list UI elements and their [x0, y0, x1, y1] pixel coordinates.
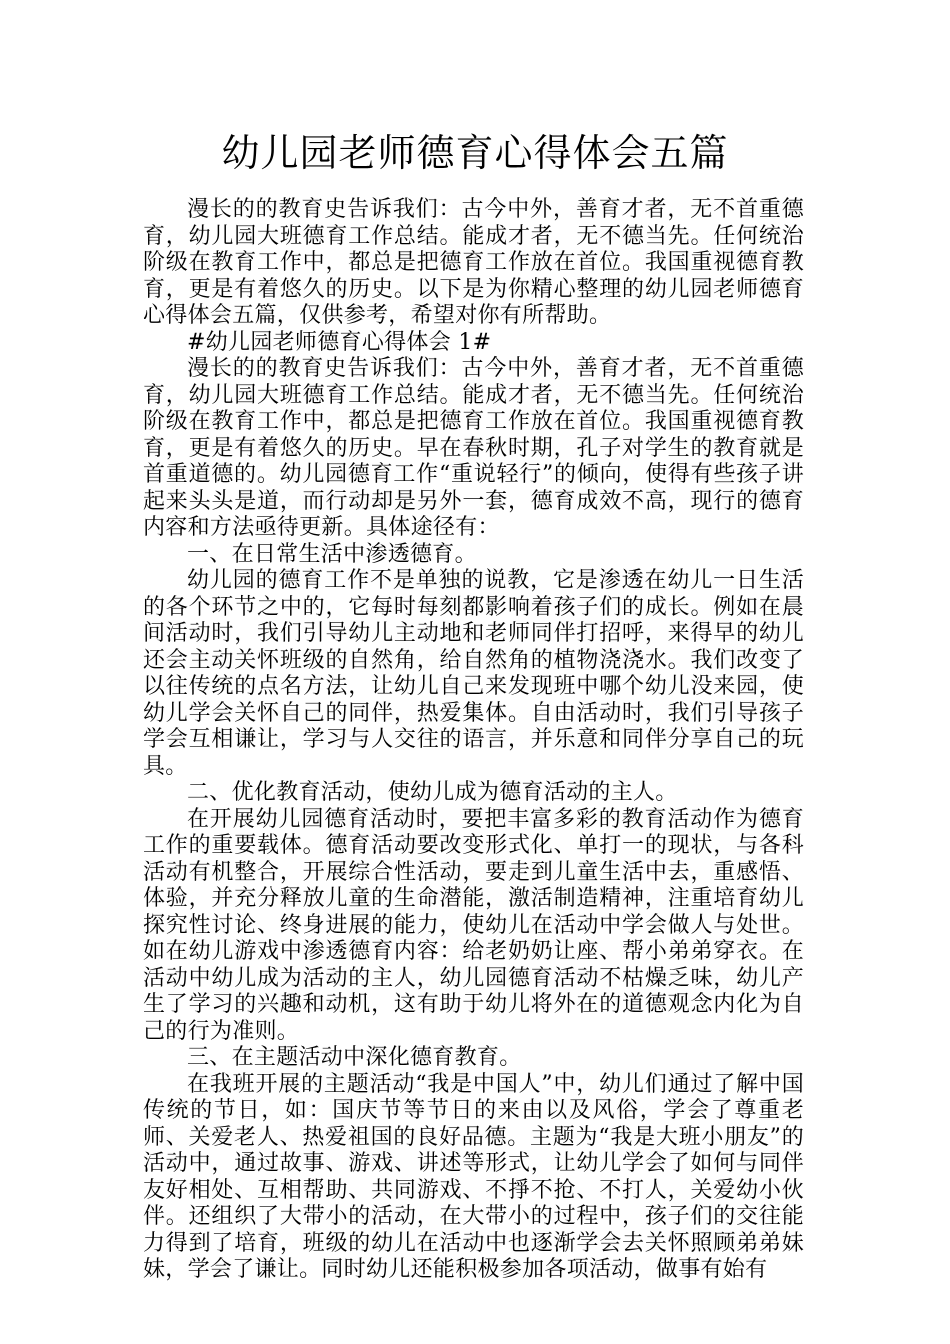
document-body	[143, 197, 804, 1284]
body-paragraph: 在开展幼儿园德育活动时，要把丰富多彩的教育活动作为德育工作的重要载体。德育活动要改变形式化、单打一的现状，与各科活动有机整合，开展综合性活动，要走到儿童生活中去，重感悟、体验，并充分释放儿童的生命潜能，激活制造精神，注重培育幼儿探究性讨论、终身进展的能力，使幼儿在活动中学会做人与处世。如在幼儿游戏中渗透德育内容：给老奶奶让座、帮小弟弟穿衣。在活动中幼儿成为活动的主人，幼儿园德育活动不枯燥乏味，幼儿产生了学习的兴趣和动机，这有助于幼儿将外在的道德观念内化为自己的行为准则。	[143, 806, 804, 1044]
subheading-daily-life: 一、在日常生活中渗透德育。	[187, 541, 477, 567]
subheading-theme-activities: 三、在主题活动中深化德育教育。	[187, 1045, 522, 1070]
body-paragraph: 漫长的的教育史告诉我们：古今中外，善育才者，无不首重德育，幼儿园大班德育工作总结。能成才者，无不德当先。任何统治阶级在教育工作中，都总是把德育工作放在首位。我国重视德育教育，更是有着悠久的历史。早在春秋时期，孔子对学生的教育就是首重道德的。幼儿园德育工作“重说轻行”的倾向，使得有些孩子讲起来头头是道，而行动却是另外一套，德育成效不高，现行的德育内容和方法亟待更新。具体途径有：	[143, 356, 804, 540]
subheading-education-activities: 二、优化教育活动，使幼儿成为德育活动的主人。	[187, 780, 678, 805]
body-paragraph: 幼儿园的德育工作不是单独的说教，它是渗透在幼儿一日生活的各个环节之中的，它每时每刻都影响着孩子们的成长。例如在晨间活动时，我们引导幼儿主动地和老师同伴打招呼，来得早的幼儿还会主动关怀班级的自然角，给自然角的植物浇浇水。我们改变了以往传统的点名方法，让幼儿自己来发现班中哪个幼儿没来园，使幼儿学会关怀自己的同伴，热爱集体。自由活动时，我们引导孩子学会互相谦让，学习与人交往的语言，并乐意和同伴分享自己的玩具。	[143, 568, 804, 779]
section-heading-1: #幼儿园老师德育心得体会 1#	[187, 329, 492, 355]
intro-paragraph: 漫长的的教育史告诉我们：古今中外，善育才者，无不首重德育，幼儿园大班德育工作总结。能成才者，无不德当先。任何统治阶级在教育工作中，都总是把德育工作放在首位。我国重视德育教育，更是有着悠久的历史。以下是为你精心整理的幼儿园老师德育心得体会五篇，仅供参考，希望对你有所帮助。	[143, 197, 804, 328]
document-title: 幼儿园老师德育心得体会五篇	[221, 131, 729, 175]
body-paragraph: 在我班开展的主题活动“我是中国人”中，幼儿们通过了解中国传统的节日，如：国庆节等节日的来由以及风俗，学会了尊重老师、关爱老人、热爱祖国的良好品德。主题为“我是大班小朋友”的活动中，通过故事、游戏、讲述等形式，让幼儿学会了如何与同伴友好相处、互相帮助、共同游戏、不掙不抢、不打人，关爱幼小伙伴。还组织了大带小的活动，在大带小的过程中，孩子们的交往能力得到了培育，班级的幼儿在活动中也逐渐学会去关怀照顾弟弟妹妹，学会了谦让。同时幼儿还能积极参加各项活动，做事有始有	[143, 1071, 804, 1282]
